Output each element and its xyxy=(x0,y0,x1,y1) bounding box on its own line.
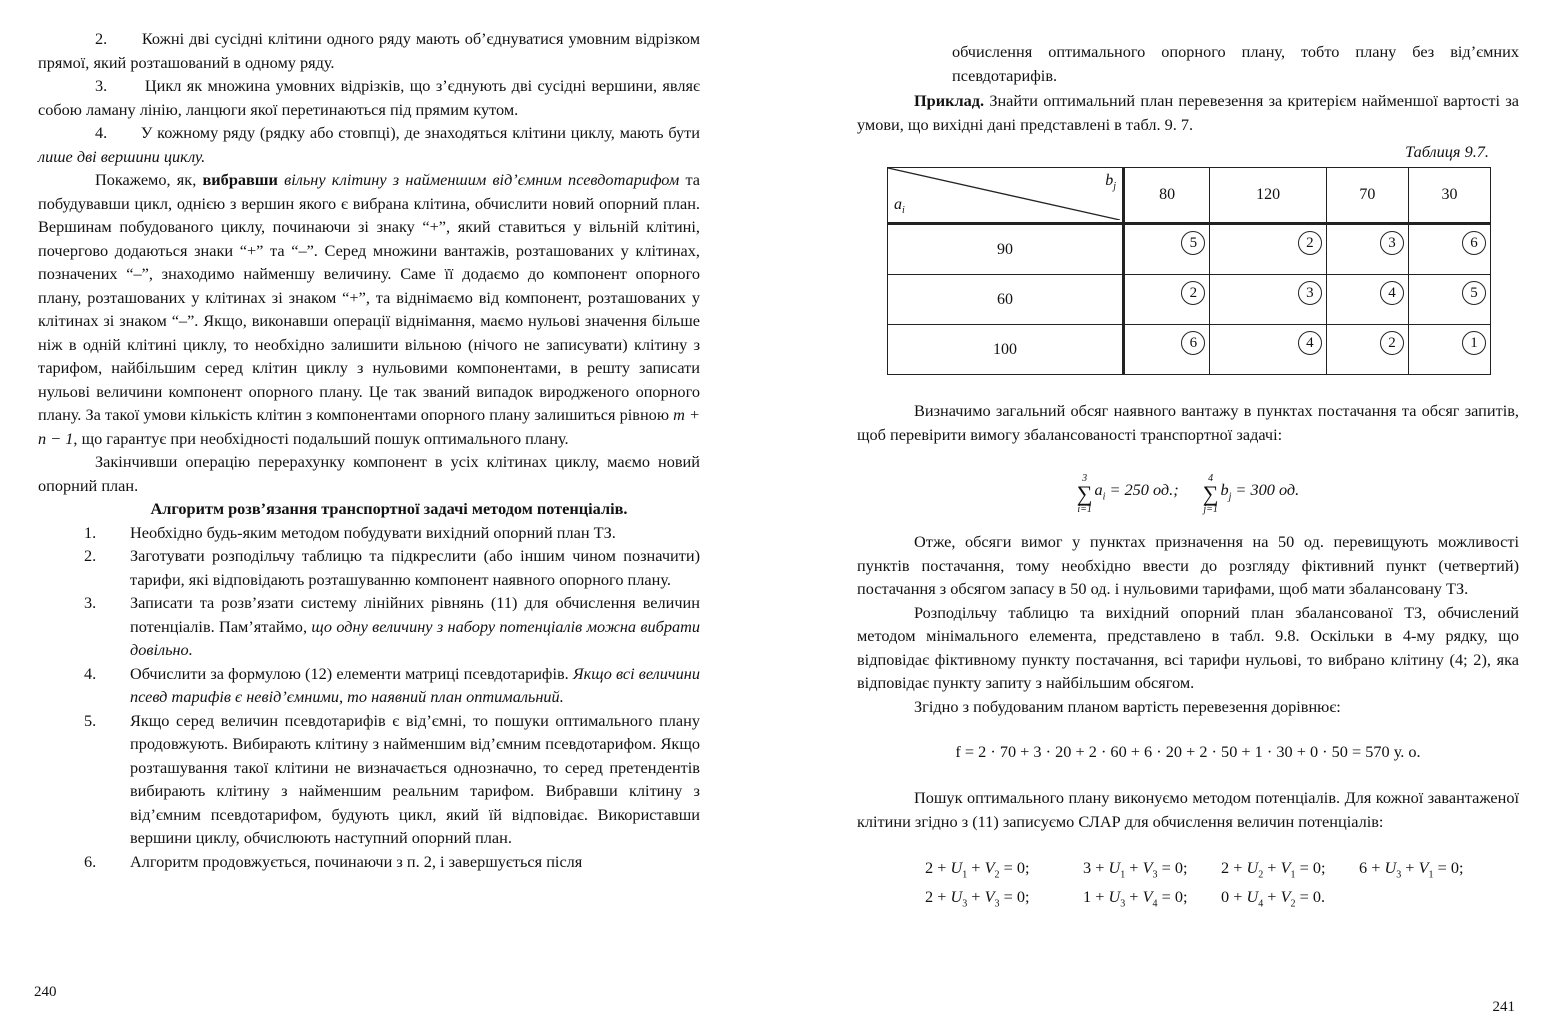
cost-cell xyxy=(1210,224,1327,275)
demand-cell: 70 xyxy=(1326,168,1408,224)
tariff-circle: 2 xyxy=(1380,331,1404,355)
tariff-circle: 6 xyxy=(1462,231,1486,255)
algorithm-step: 1. Необхідно будь-яким методом побудувати вихідний опорний план ТЗ. xyxy=(84,522,616,542)
demand-cell: 120 xyxy=(1210,168,1327,224)
cost-cell xyxy=(1326,275,1408,325)
supply-cell: 90 xyxy=(888,224,1124,275)
table-corner-cell xyxy=(888,168,1124,224)
demand-cell: 30 xyxy=(1408,168,1490,224)
supply-cell: 60 xyxy=(888,275,1124,325)
supply-cell: 100 xyxy=(888,325,1124,375)
page-number-left: 240 xyxy=(34,984,57,1000)
equation: $6 + U_3 + V_1 = 0$; xyxy=(1359,858,1464,881)
cost-cell xyxy=(1124,325,1210,375)
tariff-circle: 2 xyxy=(1181,281,1205,305)
cycle-paragraph: Покажемо, як, вибравши вільну клітину з найменшим від’ємним псевдотарифом та побудувавши цикл, однією з вершин якого є вибрана клітина, обчислити новий опорний план. Вершинам побудованого циклу, починаючи зі знаку “+”, який ставиться у вільній клітині, почергово додаються знаки “+” та “–”. Серед множини вантажів, розташованих у клітинах, позначених “–”, знаходимо найменшу величину. Саме її додаємо до компонент опорного плану, розташованих у клітинах зі знаком “+”, та віднімаємо від компонент, розташованих у клітинах зі знаком “–”. Якщо, виконавши операції віднімання, маємо нульові значення більше ніж в одній клітині циклу, то необхідно залишити вільною (нічого не записувати) клітину з тарифом, найбільшим серед клітин циклу з нульовими компонентами, в решту записати нульові величини компонент опорного плану. Це так званий випадок виродженого опорного плану. За такої умови кількість клітин з компонентами опорного плану залишиться рівною m + n − 1, що гарантує при необхідності подальший пошук оптимального плану. xyxy=(38,170,700,448)
left-page xyxy=(34,0,701,1030)
page-number-right: 241 xyxy=(1492,999,1515,1015)
tariff-circle: 3 xyxy=(1380,231,1404,255)
equation: $1 + U_3 + V_4 = 0$; xyxy=(1083,887,1188,910)
cost-cell xyxy=(1408,325,1490,375)
table-row xyxy=(888,325,1491,375)
table-caption: Таблиця 9.7. xyxy=(1405,142,1489,161)
algorithm-step: 2. Заготувати розподільчу таблицю та підкреслити (або іншим чином позначити) тарифи, які відповідають розташуванню компонент наявного опорного плану. xyxy=(84,546,700,589)
equation: $2 + U_3 + V_3 = 0$; xyxy=(925,887,1030,910)
cost-cell xyxy=(1326,325,1408,375)
cost-cell xyxy=(1124,224,1210,275)
cost-paragraph: Згідно з побудованим планом вартість перевезення дорівнює: xyxy=(914,696,1341,716)
example-paragraph: Приклад. Знайти оптимальний план перевезення за критерієм найменшої вартості за умови, що вихідні дані представлені в табл. 9. 7. xyxy=(857,91,1519,134)
tariff-circle: 4 xyxy=(1380,281,1404,305)
supply-label: $a_i$ xyxy=(894,195,905,216)
table98-paragraph: Розподільчу таблицю та вихідний опорний план збалансованої ТЗ, обчислений методом мінімального елемента, представлено в табл. 9.8. Оскільки в 4-му рядку, що відповідає фіктивному пункту постачання, всі тарифи нульові, то вибрано клітину (4; 2), яка відповідає пункту запиту з найбільшим обсягом. xyxy=(857,602,1519,692)
demand-label: $b_j$ xyxy=(1105,172,1116,193)
tariff-circle: 5 xyxy=(1462,281,1486,305)
cost-cell xyxy=(1408,275,1490,325)
tariff-circle: 4 xyxy=(1298,331,1322,355)
cost-formula: f = 2 · 70 + 3 · 20 + 2 · 60 + 6 · 20 + 2 · 50 + 1 · 30 + 0 · 50 = 570 у. о. xyxy=(955,742,1421,761)
point-3: 3. Цикл як множина умовних відрізків, що з’єднують дві сусідні вершини, являє собою ламану лінію, ланцюги якої перетинаються під прямим кутом. xyxy=(38,76,700,119)
formula-mn1: m + n − 1 xyxy=(38,405,700,448)
right-page xyxy=(857,0,1519,1030)
algorithm-step: 4. Обчислити за формулою (12) елементи матриці псевдотарифів. Якщо всі величини псевд тарифів є невід’ємними, то наявний план оптимальний. xyxy=(84,663,701,706)
transport-table xyxy=(887,167,1491,375)
potentials-paragraph: Пошук оптимального плану виконуємо методом потенціалів. Для кожної завантаженої клітини згідно з (11) записуємо СЛАР для обчислення величин потенціалів: xyxy=(857,788,1519,831)
diagonal-line-icon xyxy=(888,168,1120,220)
continuation-text: обчислення оптимального опорного плану, тобто плану без від’ємних псевдотарифів. xyxy=(952,42,1519,85)
tariff-circle: 5 xyxy=(1181,231,1205,255)
equation: $2 + U_1 + V_2 = 0$; xyxy=(925,858,1030,881)
new-plan-paragraph: Закінчивши операцію перерахунку компонент в усіх клітинах циклу, маємо новий опорний план. xyxy=(38,452,700,495)
table-row xyxy=(888,224,1491,275)
cost-cell xyxy=(1326,224,1408,275)
algorithm-step: 3. Записати та розв’язати систему лінійних рівнянь (11) для обчислення величин потенціалів. Пам’ятаймо, що одну величину з набору потенціалів можна вибрати довільно. xyxy=(84,593,700,659)
algorithm-step: 5. Якщо серед величин псевдотарифів є від’ємні, то пошуки оптимального плану продовжують. Вибирають клітину з найменшим від’ємним псевдотарифом. Якщо розташування такої клітини не визначається однозначно, то серед претендентів вибирають клітину з найменшим реальним тарифом. Вибравши клітину з від’ємним псевдотарифом, будують цикл, який їй відповідає. Використавши вершини циклу, обчислюють наступний опорний план. xyxy=(84,710,700,847)
equation: $0 + U_4 + V_2 = 0$. xyxy=(1221,887,1326,910)
fictive-paragraph: Отже, обсяги вимог у пунктах призначення на 50 од. перевищують можливості пунктів постачання, тому необхідно ввести до розгляду фіктивний пункт (четвертий) постачання з обсягом запасу в 50 од. і нульовими тарифами, щоб мати збалансовану ТЗ. xyxy=(857,532,1519,598)
algorithm-heading: Алгоритм розв’язання транспортної задачі методом потенціалів. xyxy=(150,499,628,518)
tariff-circle: 6 xyxy=(1181,331,1205,355)
sum-formula: 3 ∑ i=1 $a_i = 250$ од.; 4 ∑ j=1 $b_j = 300$ од. xyxy=(1076,473,1300,515)
tariff-circle: 1 xyxy=(1462,331,1486,355)
cost-cell xyxy=(1408,224,1490,275)
cost-cell xyxy=(1210,325,1327,375)
point-2: 2. Кожні дві сусідні клітини одного ряду мають об’єднуватися умовним відрізком прямої, який розташований в одному ряду. xyxy=(38,29,700,72)
tariff-circle: 3 xyxy=(1298,281,1322,305)
equations-system xyxy=(925,857,1519,916)
tariff-circle: 2 xyxy=(1298,231,1322,255)
demand-cell: 80 xyxy=(1124,168,1210,224)
table-row xyxy=(888,275,1491,325)
equation: $3 + U_1 + V_3 = 0$; xyxy=(1083,858,1188,881)
cost-cell xyxy=(1210,275,1327,325)
equation: $2 + U_2 + V_1 = 0$; xyxy=(1221,858,1326,881)
point-4: 4. У кожному ряду (рядку або стовпці), де знаходяться клітини циклу, мають бути лише дві вершини циклу. xyxy=(38,123,700,166)
balance-paragraph: Визначимо загальний обсяг наявного вантажу в пунктах постачання та обсяг запитів, щоб перевірити вимогу збалансованості транспортної задачі: xyxy=(857,401,1519,444)
algorithm-step: 6. Алгоритм продовжується, починаючи з п. 2, і завершується після xyxy=(84,851,583,871)
cost-cell xyxy=(1124,275,1210,325)
